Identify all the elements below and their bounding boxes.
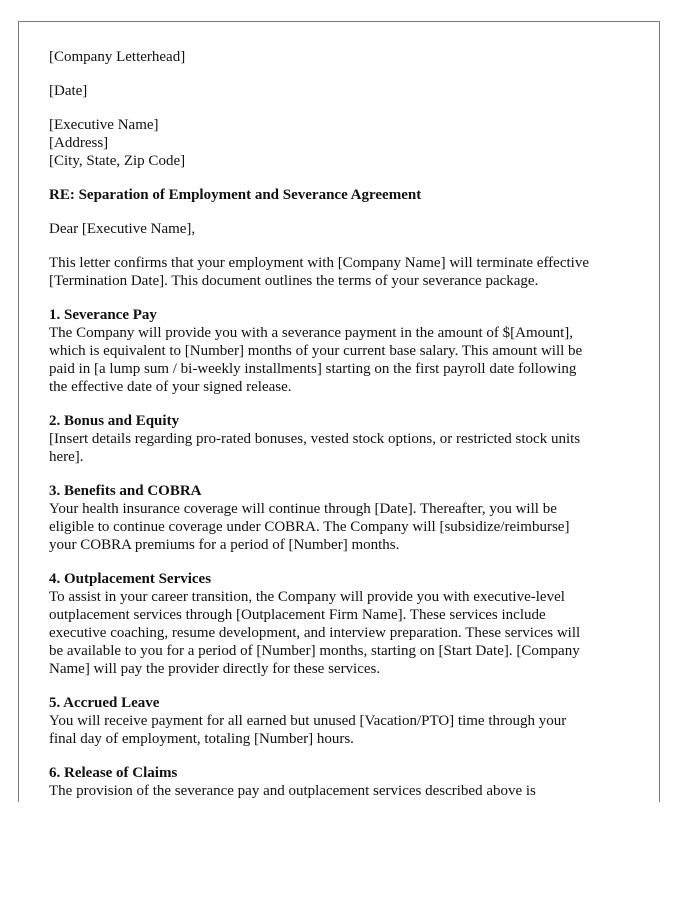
recipient-city: [City, State, Zip Code] [49, 153, 186, 169]
section-line: final day of employment, totaling [Number] hours. [49, 731, 354, 747]
section-severance-pay [49, 306, 639, 396]
section-line: executive coaching, resume development, and interview preparation. These services will [49, 625, 581, 641]
section-benefits-cobra [49, 482, 639, 554]
section-line: your COBRA premiums for a period of [Number] months. [49, 537, 400, 553]
section-heading: 4. Outplacement Services [49, 571, 212, 587]
recipient-street: [Address] [49, 135, 109, 151]
letter-date [49, 82, 639, 100]
section-line: Your health insurance coverage will continue through [Date]. Thereafter, you will be [49, 501, 557, 517]
section-line: eligible to continue coverage under COBRA. The Company will [subsidize/reimburse] [49, 519, 570, 535]
intro-line: This letter confirms that your employment with [Company Name] will terminate effective [49, 255, 589, 271]
section-heading: 6. Release of Claims [49, 765, 178, 781]
section-heading: 1. Severance Pay [49, 307, 157, 323]
section-accrued-leave [49, 694, 639, 748]
salutation-text: Dear [Executive Name], [49, 221, 196, 237]
subject-line [49, 186, 639, 204]
letter-page [18, 21, 660, 802]
section-line: Name] will pay the provider directly for these services. [49, 661, 381, 677]
section-outplacement [49, 570, 639, 678]
section-release-of-claims [49, 764, 639, 800]
section-line: paid in [a lump sum / bi-weekly installments] starting on the first payroll date following [49, 361, 577, 377]
intro-line: [Termination Date]. This document outlines the terms of your severance package. [49, 273, 539, 289]
section-line: the effective date of your signed release. [49, 379, 292, 395]
subject-text: RE: Separation of Employment and Severance Agreement [49, 187, 422, 203]
section-bonus-equity [49, 412, 639, 466]
salutation [49, 220, 639, 238]
recipient-address [49, 116, 639, 170]
section-heading: 2. Bonus and Equity [49, 413, 180, 429]
section-line: The provision of the severance pay and outplacement services described above is [49, 783, 536, 799]
section-line: You will receive payment for all earned but unused [Vacation/PTO] time through your [49, 713, 567, 729]
section-line: outplacement services through [Outplacement Firm Name]. These services include [49, 607, 546, 623]
section-line: which is equivalent to [Number] months of your current base salary. This amount will be [49, 343, 583, 359]
section-line: here]. [49, 449, 84, 465]
letter-body [49, 48, 639, 802]
section-heading: 5. Accrued Leave [49, 695, 160, 711]
intro-paragraph [49, 254, 639, 290]
section-line: To assist in your career transition, the Company will provide you with executive-level [49, 589, 565, 605]
section-heading: 3. Benefits and COBRA [49, 483, 202, 499]
recipient-name: [Executive Name] [49, 117, 159, 133]
section-line: be available to you for a period of [Number] months, starting on [Start Date]. [Company [49, 643, 580, 659]
date-text: [Date] [49, 83, 88, 99]
letterhead [49, 48, 639, 66]
section-line: The Company will provide you with a severance payment in the amount of $[Amount], [49, 325, 574, 341]
letterhead-text: [Company Letterhead] [49, 49, 186, 65]
section-line: [Insert details regarding pro-rated bonuses, vested stock options, or restricted stock units [49, 431, 581, 447]
